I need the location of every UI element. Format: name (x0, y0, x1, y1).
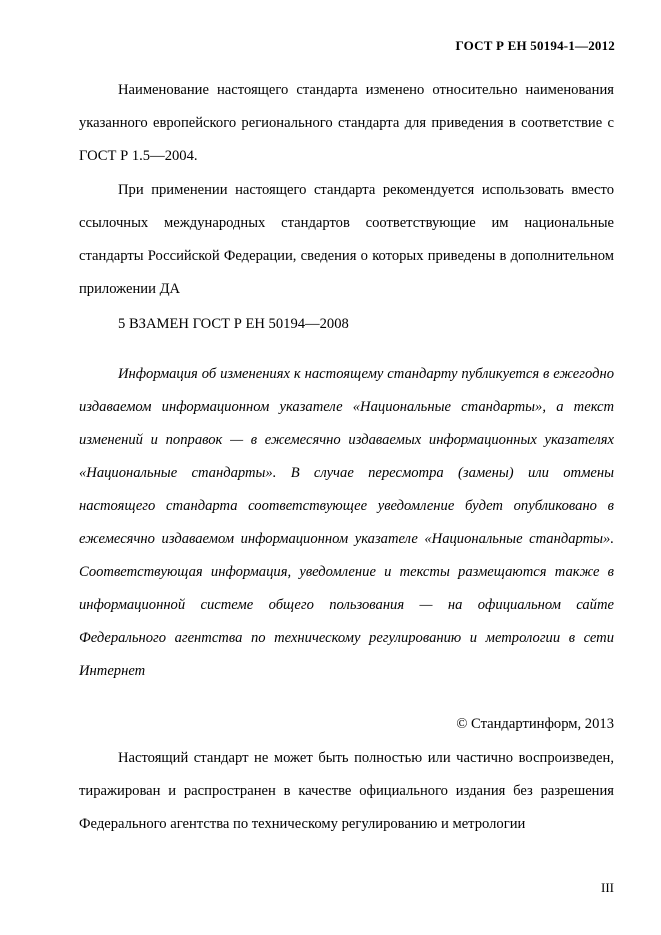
copyright-line: © Стандартинформ, 2013 (456, 716, 614, 732)
paragraph-reproduction-restriction: Настоящий стандарт не может быть полностью или частично воспроизведен, тиражирован и распространен в качестве официального издания без разрешения Федерального агентства по техническому регулированию и метрологии (79, 750, 614, 832)
notice-changes-publication: Информация об изменениях к настоящему стандарту публикуется в ежегодно издаваемом информационном указателе «Национальные стандарты», а текст изменений и поправок — в ежемесячно издаваемых информационных указателях «Национальные стандарты». В случае пересмотра (замены) или отмены настоящего стандарта соответствующее уведомление будет опубликовано в ежемесячно издаваемом информационном указателе «Национальные стандарты». Соответствующая информация, уведомление и тексты размещаются также в информационной системе общего пользования — на официальном сайте Федерального агентства по техническому регулированию и метрологии в сети Интернет (79, 366, 614, 679)
item-replaces-standard: 5 ВЗАМЕН ГОСТ Р ЕН 50194—2008 (118, 316, 349, 332)
page-number: III (601, 880, 614, 895)
paragraph-title-change: Наименование настоящего стандарта изменено относительно наименования указанного европейского регионального стандарта для приведения в соответствие с ГОСТ Р 1.5—2004. (79, 82, 614, 164)
document-code-header: ГОСТ Р ЕН 50194-1—2012 (455, 38, 615, 53)
paragraph-reference-standards: При применении настоящего стандарта рекомендуется использовать вместо ссылочных международных стандартов соответствующие им национальные стандарты Российской Федерации, сведения о которых приведены в дополнительном приложении ДА (79, 182, 614, 297)
